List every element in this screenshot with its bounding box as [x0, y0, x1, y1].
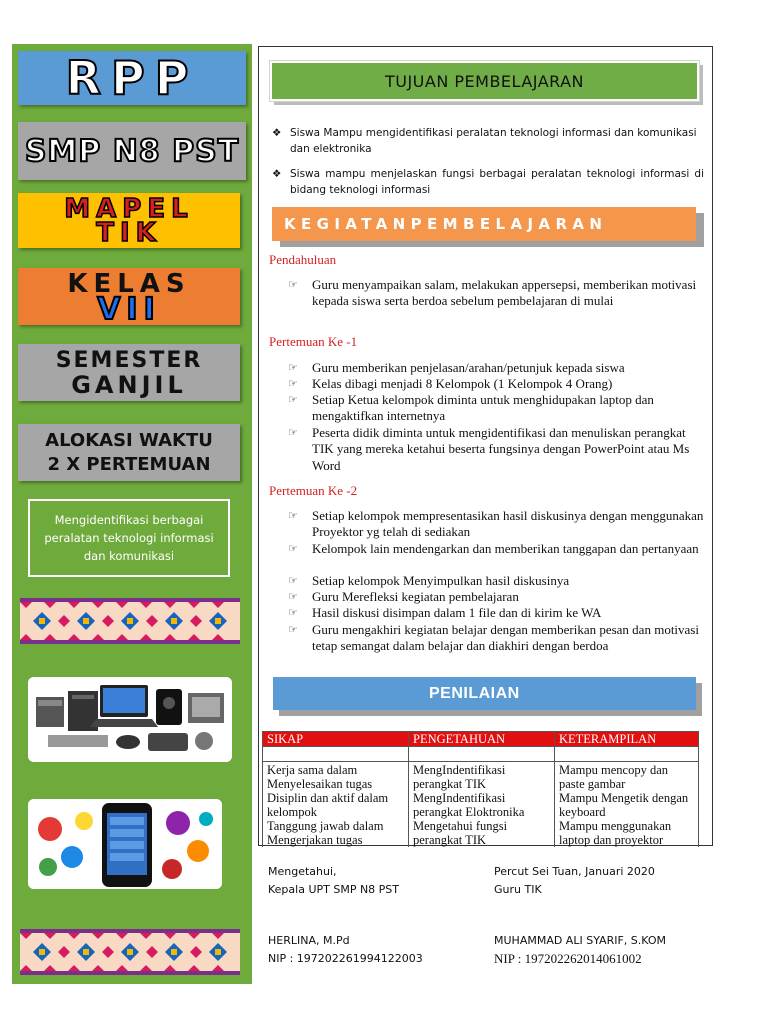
meeting2-item: [288, 605, 707, 621]
column-header-keterampilan: KETERAMPILAN: [555, 732, 699, 747]
intro-item: [288, 277, 707, 310]
table-cell: Mampu menggunakan laptop dan proyektor: [555, 819, 699, 847]
semester-line1: SEMESTER: [55, 347, 203, 373]
class-line2: VII: [97, 291, 161, 327]
table-cell: Mampu mencopy dan paste gambar: [555, 762, 699, 792]
objective-item: [272, 166, 704, 198]
meeting2-item-text: Guru mengakhiri kegiatan belajar dengan memberikan pesan dan motivasi tetap semangat dalam belajar dan diakhiri dengan berdoa: [312, 622, 699, 654]
smartphone-illustration: [28, 799, 222, 889]
meeting2-item-text: Setiap kelompok mempresentasikan hasil diskusinya dengan menggunakan Proyektor yg telah di sediakan: [312, 508, 704, 540]
class-line1: KELAS: [67, 268, 191, 299]
signature-right-line1: Percut Sei Tuan, Januari 2020: [494, 865, 655, 878]
meeting2-section-title: Pertemuan Ke -2: [269, 483, 358, 498]
table-row: [263, 791, 699, 819]
objective-text: Siswa Mampu mengidentifikasi peralatan teknologi informasi dan komunikasi dan elektronika: [290, 127, 697, 155]
table-cell: Mengetahui fungsi perangkat TIK: [409, 819, 555, 847]
school-tag: [18, 122, 246, 180]
meeting1-item: [288, 425, 707, 474]
title-text: RPP: [65, 51, 199, 105]
pointing-hand-icon: ☞: [288, 510, 298, 522]
objective-text: Siswa mampu menjelaskan fungsi berbagai peralatan teknologi informasi di bidang teknologi informasi: [290, 168, 704, 196]
competency-text: Mengidentifikasi berbagai peralatan teknologi informasi dan komunikasi: [44, 513, 214, 563]
pointing-hand-icon: ☞: [288, 378, 298, 390]
pointing-hand-icon: ☞: [288, 427, 298, 439]
pointing-hand-icon: ☞: [288, 279, 298, 291]
assessment-table: [262, 731, 699, 847]
pattern-svg: [20, 598, 240, 644]
table-cell: Tanggung jawab dalam Mengerjakan tugas: [263, 819, 409, 847]
competency-description: [28, 499, 230, 577]
assessment-header: [273, 677, 696, 710]
meeting1-item: [288, 360, 707, 376]
pointing-hand-icon: ☞: [288, 575, 298, 587]
activities-title: KEGIATANPEMBELAJARAN: [284, 215, 608, 233]
intro-item-text: Guru menyampaikan salam, melakukan appersepsi, memberikan motivasi kepada siswa serta berdoa sebelum pembelajaran di mulai: [312, 277, 697, 309]
pointing-hand-icon: ☞: [288, 543, 298, 555]
meeting1-section-title: Pertemuan Ke -1: [269, 334, 358, 349]
meeting1-item-text: Setiap Ketua kelompok diminta untuk menghidupakan laptop dan mengaktifkan internetnya: [312, 392, 654, 424]
pointing-hand-icon: ☞: [288, 394, 298, 406]
class-tag: [18, 268, 240, 325]
signature-left-name: HERLINA, M.Pd: [268, 934, 350, 947]
table-cell: MengIndentifikasi perangkat TIK: [409, 762, 555, 792]
meeting2-item-text: Setiap kelompok Menyimpulkan hasil diskusinya: [312, 573, 570, 588]
diamond-bullet-icon: ❖: [272, 127, 282, 139]
subject-line2: TIK: [96, 217, 162, 248]
school-text: SMP N8 PST: [24, 133, 240, 169]
assessment-title: PENILAIAN: [429, 684, 520, 702]
objective-item: [272, 125, 704, 157]
meeting1-item-text: Kelas dibagi menjadi 8 Kelompok (1 Kelompok 4 Orang): [312, 376, 613, 391]
pattern-svg-bottom: [20, 929, 240, 975]
diamond-bullet-icon: ❖: [272, 168, 282, 180]
pointing-hand-icon: ☞: [288, 362, 298, 374]
meeting2-item-text: Kelompok lain mendengarkan dan memberikan tanggapan dan pertanyaan: [312, 541, 699, 556]
pointing-hand-icon: ☞: [288, 607, 298, 619]
time-line2: 2 X PERTEMUAN: [47, 453, 211, 475]
pointing-hand-icon: ☞: [288, 624, 298, 636]
column-header-sikap: SIKAP: [263, 732, 409, 747]
meeting2-item: [288, 573, 707, 589]
meeting1-item: [288, 376, 707, 392]
activities-header: [272, 207, 696, 241]
table-cell: Kerja sama dalam Menyelesaikan tugas: [263, 762, 409, 792]
meeting2-item-text: Hasil diskusi disimpan dalam 1 file dan di kirim ke WA: [312, 605, 602, 620]
signature-right-nip: NIP : 197202262014061002: [494, 951, 642, 966]
table-row: [263, 819, 699, 847]
meeting2-item: [288, 508, 707, 541]
table-cell: MengIndentifikasi perangkat Eloktronika: [409, 791, 555, 819]
signature-left-nip: NIP : 197202261994122003: [268, 952, 423, 965]
subject-tag: [18, 193, 240, 248]
column-header-pengetahuan: PENGETAHUAN: [409, 732, 555, 747]
pointing-hand-icon: ☞: [288, 591, 298, 603]
meeting2-item-text: Guru Merefleksi kegiatan pembelajaran: [312, 589, 519, 604]
meeting2-item: [288, 589, 707, 605]
intro-section-title: Pendahuluan: [269, 252, 337, 267]
meeting2-item: [288, 541, 707, 557]
signature-left-line2: Kepala UPT SMP N8 PST: [268, 883, 400, 896]
signature-right-name: MUHAMMAD ALI SYARIF, S.KOM: [494, 934, 667, 947]
time-tag: [18, 424, 240, 481]
table-row: [263, 762, 699, 792]
signature-left-line1: Mengetahui,: [268, 865, 337, 878]
semester-line2: GANJIL: [71, 370, 187, 399]
title-tag: [18, 51, 246, 105]
meeting1-item-text: Guru memberikan penjelasan/arahan/petunjuk kepada siswa: [312, 360, 625, 375]
decorative-pattern-top: [20, 598, 240, 644]
table-header-row: [263, 732, 699, 747]
meeting2-item: [288, 622, 707, 655]
signature-right-line2: Guru TIK: [494, 883, 542, 896]
table-cell: Mampu Mengetik dengan keyboard: [555, 791, 699, 819]
subject-line1: MAPEL: [64, 193, 194, 224]
meeting1-item: [288, 392, 707, 425]
decorative-pattern-bottom: [20, 929, 240, 975]
ict-devices-image: [28, 677, 232, 762]
smartphone-apps-image: [28, 799, 222, 889]
objectives-header: [270, 61, 699, 101]
table-spacer-row: [263, 747, 699, 762]
table-cell: Disiplin dan aktif dalam kelompok: [263, 791, 409, 819]
meeting1-item-text: Peserta didik diminta untuk mengidentifikasi dan menuliskan perangkat TIK yang mereka ketahui beserta fungsinya dengan PowerPoint atau Ms Word: [312, 425, 690, 473]
devices-illustration: [28, 677, 232, 762]
objectives-title: TUJUAN PEMBELAJARAN: [384, 71, 585, 91]
semester-tag: [18, 344, 240, 401]
time-line1: ALOKASI WAKTU: [45, 429, 213, 451]
